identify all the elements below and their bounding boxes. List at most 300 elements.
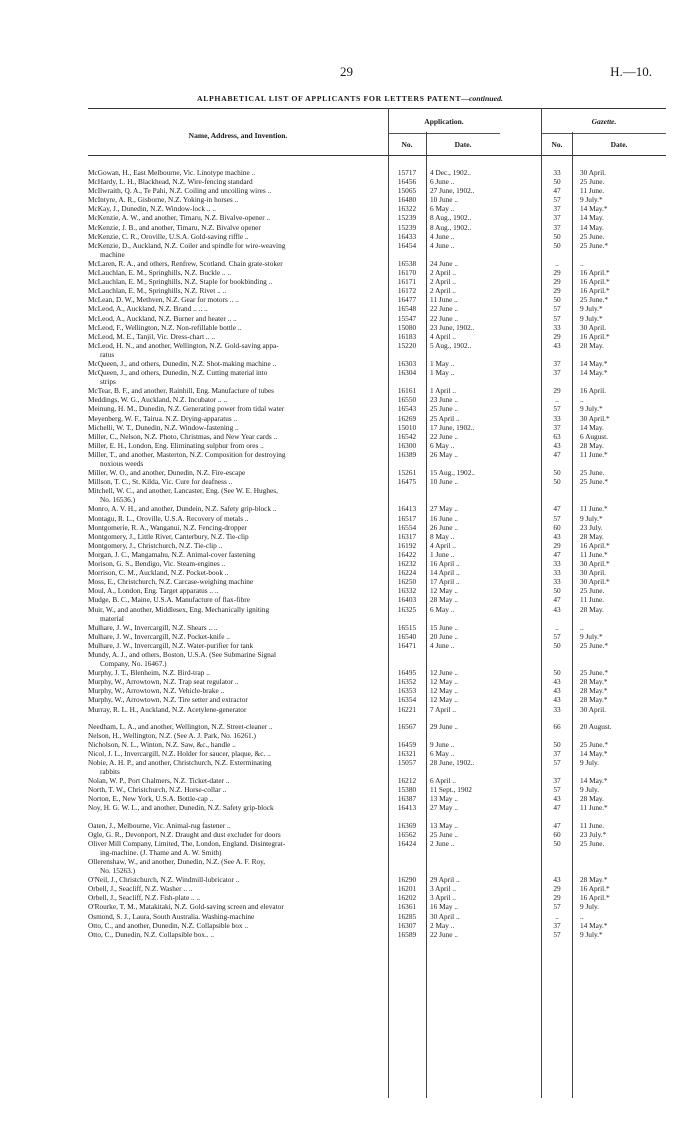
- applicant-text: McKenzie, J. B., and another, Timaru, N.Z. Bivalve opener: [88, 222, 261, 232]
- applicant-entry: [88, 477, 384, 486]
- application-date: 11 June ..: [430, 295, 458, 305]
- gazette-date: 25 June.*: [580, 295, 608, 305]
- application-number: 16161: [397, 386, 417, 396]
- gazette-date: 14 May.: [580, 213, 604, 223]
- applicant-text: Morrison, C. M., Auckland, N.Z. Pocket-book ..: [88, 568, 229, 578]
- application-date: 22 June ..: [430, 313, 458, 323]
- gazette-date: 16 April.*: [580, 540, 610, 550]
- gazette-number: 29: [553, 286, 561, 296]
- application-number: 16413: [397, 803, 417, 813]
- applicant-text: Murray, R. L. H., Auckland, N.Z. Acetylene-generator: [88, 704, 247, 714]
- gazette-date: 23 July.: [580, 522, 603, 532]
- applicant-entry: [88, 821, 384, 830]
- application-date: 27 May ..: [430, 504, 458, 514]
- table-row: [88, 223, 666, 232]
- application-date: 6 May ..: [430, 204, 455, 214]
- section-gap: [88, 813, 666, 821]
- applicant-entry: [88, 930, 384, 939]
- list-title-main: ALPHABETICAL LIST OF APPLICANTS FOR LETTERS PATENT: [197, 94, 462, 103]
- application-number: 16354: [397, 695, 417, 705]
- gazette-date: 25 June.: [580, 177, 605, 187]
- gazette-number: 29: [553, 268, 561, 278]
- applicant-entry: [88, 740, 384, 749]
- applicant-entry: [88, 705, 384, 714]
- applicant-entry: [88, 341, 384, 359]
- applicant-entry: [88, 368, 384, 386]
- table-row: [88, 304, 666, 313]
- applicant-entry: [88, 857, 384, 875]
- applicant-entry: [88, 504, 384, 513]
- application-number: 16515: [397, 622, 417, 632]
- table-row: [88, 468, 666, 477]
- application-date: 15 June ..: [430, 622, 458, 632]
- table-row: [88, 794, 666, 803]
- application-number: 16403: [397, 595, 417, 605]
- applicant-text: Nolan, W. P., Port Chalmers, N.Z. Ticket-dater ..: [88, 776, 230, 786]
- gazette-date: 20 August.: [580, 721, 612, 731]
- application-number: 16221: [397, 704, 417, 714]
- gazette-number: 33: [553, 704, 561, 714]
- applicant-entry: [88, 731, 384, 740]
- applicant-entry: [88, 776, 384, 785]
- application-number: 16285: [397, 911, 417, 921]
- application-number: 16171: [397, 277, 417, 287]
- header-gazette-date: Date.: [610, 140, 628, 149]
- applicant-text-continuation: material: [100, 613, 124, 623]
- applicant-entry: [88, 893, 384, 902]
- applicant-text: Monro, A. V. H., and another, Dundein, N.Z. Safety grip-block ..: [88, 504, 277, 514]
- applicant-entry: [88, 650, 384, 668]
- applicant-text: Miller, E. H., London, Eng. Eliminating sulphur from ores ..: [88, 440, 264, 450]
- header-gazette: Gazette.: [591, 117, 617, 126]
- applicant-entry: [88, 758, 384, 776]
- gazette-number: 66: [553, 721, 561, 731]
- table-row: [88, 677, 666, 686]
- table-row: [88, 605, 666, 623]
- applicant-text: Moul, A., London, Eng. Target apparatus .. ..: [88, 586, 219, 596]
- table-row: [88, 523, 666, 532]
- gazette-number: 60: [553, 522, 561, 532]
- application-number: 16353: [397, 686, 417, 696]
- applicant-text: Miller, T., and another, Masterton, N.Z. Composition for destroying: [88, 449, 286, 459]
- applicant-entry: [88, 186, 384, 195]
- applicant-text: McIntyre, A. R., Gisborne, N.Z. Yoking-in horses ..: [88, 195, 239, 205]
- application-number: 16456: [397, 177, 417, 187]
- table-row: [88, 177, 666, 186]
- applicant-entry: [88, 577, 384, 586]
- table-row: [88, 623, 666, 632]
- application-number: 16290: [397, 875, 417, 885]
- gazette-number: 29: [553, 277, 561, 287]
- table-row: [88, 830, 666, 839]
- applicant-entry: [88, 468, 384, 477]
- gazette-number: 37: [553, 213, 561, 223]
- gazette-date: 9 July.*: [580, 313, 603, 323]
- applicant-text: Meinung, H. M., Dunedin, N.Z. Generating power from tidal water: [88, 404, 285, 414]
- applicant-entry: [88, 523, 384, 532]
- applicant-text: Norton, E., New York, U.S.A. Bottle-cap ..: [88, 794, 214, 804]
- application-number: 16212: [397, 776, 417, 786]
- table-row: [88, 368, 666, 386]
- list-title: [0, 94, 700, 103]
- applicant-text: Nicholson, N. L., Winton, N.Z. Saw, &c., handle ..: [88, 739, 236, 749]
- gazette-date: 11 June.*: [580, 504, 608, 514]
- application-date: 23 June ..: [430, 395, 458, 405]
- table-row: [88, 395, 666, 404]
- gazette-number: 57: [553, 758, 561, 767]
- table-row: [88, 432, 666, 441]
- applicant-entry: [88, 450, 384, 468]
- application-number: 15220: [397, 340, 417, 350]
- gazette-date: 14 May.: [580, 422, 604, 432]
- application-date: 2 April ..: [430, 277, 456, 287]
- applicant-text: Otto, C., and another, Dunedin, N.Z. Collapsible box ..: [88, 920, 249, 930]
- applicant-text: McGowan, H., East Melbourne, Vic. Linotype machine ..: [88, 168, 256, 177]
- applicant-text: Oliver Mill Company, Limited, The, London, England. Disintegrat-: [88, 838, 286, 848]
- table-header: [88, 108, 666, 156]
- gazette-number: 50: [553, 838, 561, 848]
- gazette-date: 9 July.*: [580, 304, 603, 314]
- gazette-number: 29: [553, 331, 561, 341]
- gazette-number: 50: [553, 640, 561, 650]
- application-number: 15717: [397, 168, 417, 177]
- gazette-number: 43: [553, 440, 561, 450]
- gazette-date: 30 April.: [580, 704, 606, 714]
- application-date: 22 June ..: [430, 929, 458, 939]
- applicant-entry: [88, 749, 384, 758]
- application-date: 9 June ..: [430, 739, 455, 749]
- gazette-number: 50: [553, 468, 561, 478]
- gazette-number: 43: [553, 531, 561, 541]
- applicant-entry: [88, 568, 384, 577]
- application-number: 16304: [397, 368, 417, 378]
- table-row: [88, 168, 666, 177]
- applicant-text: Orbell, J., Seacliff, N.Z. Washer .. ..: [88, 884, 193, 894]
- application-date: 13 May ..: [430, 820, 458, 830]
- applicant-text: McLeod, F., Wellington, N.Z. Non-refillable bottle ..: [88, 322, 242, 332]
- applicant-text: Murphy, W., Arrowtown, N.Z. Trap seat regulator ..: [88, 677, 239, 687]
- gazette-date: ..: [580, 622, 584, 632]
- gazette-number: 57: [553, 631, 561, 641]
- application-date: 17 June, 1902..: [430, 422, 475, 432]
- gazette-date: 9 July.*: [580, 404, 603, 414]
- application-date: 25 April ..: [430, 413, 460, 423]
- application-number: 15380: [397, 785, 417, 795]
- application-date: 8 May ..: [430, 531, 455, 541]
- application-number: 16224: [397, 568, 417, 578]
- application-date: 29 April ..: [430, 875, 460, 885]
- application-date: 8 Aug., 1902..: [430, 222, 472, 232]
- table-row: [88, 705, 666, 714]
- gazette-number: ..: [555, 258, 559, 268]
- page-header: [0, 64, 700, 80]
- table-row: [88, 268, 666, 277]
- gazette-number: 47: [553, 820, 561, 830]
- applicant-entry: [88, 595, 384, 604]
- table-row: [88, 314, 666, 323]
- applicant-entry: [88, 414, 384, 423]
- application-number: 15547: [397, 313, 417, 323]
- table-row: [88, 423, 666, 432]
- table-row: [88, 731, 666, 740]
- table-row: [88, 532, 666, 541]
- applicant-text-continuation: Company, No. 16467.): [100, 659, 167, 669]
- table-row: [88, 414, 666, 423]
- application-number: 16424: [397, 838, 417, 848]
- application-number: 15239: [397, 213, 417, 223]
- gazette-date: 14 May.*: [580, 920, 608, 930]
- gazette-number: 37: [553, 776, 561, 786]
- applicants-list: [88, 168, 666, 939]
- applicant-text: Miller, C., Nelson, N.Z. Photo, Christmas, and New Year cards ..: [88, 431, 278, 441]
- application-number: 16332: [397, 586, 417, 596]
- gazette-number: 29: [553, 540, 561, 550]
- applicant-entry: [88, 641, 384, 650]
- applicant-text: Moss, E., Christchurch, N.Z. Carcase-weighing machine: [88, 577, 254, 587]
- gazette-number: 47: [553, 595, 561, 605]
- applicant-entry: [88, 259, 384, 268]
- applicant-entry: [88, 195, 384, 204]
- table-row: [88, 286, 666, 295]
- applicant-text: Nobie, A. H. P., and another, Christchurch, N.Z. Exterminating: [88, 758, 272, 767]
- applicant-text: McLauchlan, E. M., Springhills, N.Z. Staple for bookbinding ..: [88, 277, 273, 287]
- applicant-text: Muir, W., and another, Middlesex, Eng. Mechanically igniting: [88, 604, 270, 614]
- gazette-number: 29: [553, 884, 561, 894]
- application-number: 16387: [397, 794, 417, 804]
- application-number: 16517: [397, 513, 417, 523]
- gazette-number: 57: [553, 304, 561, 314]
- gazette-number: 43: [553, 686, 561, 696]
- application-date: 12 May ..: [430, 686, 458, 696]
- application-date: 27 May ..: [430, 803, 458, 813]
- gazette-number: 37: [553, 358, 561, 368]
- application-date: 25 June ..: [430, 404, 458, 414]
- table-row: [88, 758, 666, 776]
- application-number: 16480: [397, 195, 417, 205]
- gazette-date: ..: [580, 258, 584, 268]
- application-date: 4 April ..: [430, 331, 456, 341]
- gazette-number: 47: [553, 803, 561, 813]
- applicant-text: Morgan, J. C., Mangamahu, N.Z. Animal-cover fastening: [88, 549, 256, 559]
- application-date: 17 April ..: [430, 577, 460, 587]
- applicant-entry: [88, 559, 384, 568]
- gazette-number: 50: [553, 586, 561, 596]
- gazette-date: 30 April.: [580, 322, 606, 332]
- gazette-date: 28 May.*: [580, 695, 608, 705]
- table-row: [88, 875, 666, 884]
- gazette-date: 11 June.: [580, 186, 605, 196]
- application-number: 16567: [397, 721, 417, 731]
- applicant-text: Meyenberg, W. F., Tairua. N.Z. Drying-apparatus ..: [88, 413, 238, 423]
- applicant-entry: [88, 177, 384, 186]
- table-row: [88, 586, 666, 595]
- applicant-entry: [88, 204, 384, 213]
- application-number: 16192: [397, 540, 417, 550]
- applicant-text-continuation: ing-machine. (J. Thame and A. W. Smith): [100, 847, 222, 857]
- applicant-entry: [88, 223, 384, 232]
- applicant-entry: [88, 695, 384, 704]
- gazette-date: ..: [580, 911, 584, 921]
- applicant-text: Murphy, W., Arrowtown, N.Z. Tire setter and extractor: [88, 695, 248, 705]
- gazette-number: 50: [553, 240, 561, 250]
- application-number: 16322: [397, 204, 417, 214]
- gazette-number: 50: [553, 231, 561, 241]
- table-row: [88, 740, 666, 749]
- applicant-entry: [88, 268, 384, 277]
- gazette-number: ..: [555, 622, 559, 632]
- applicant-entry: [88, 532, 384, 541]
- applicant-entry: [88, 395, 384, 404]
- gazette-date: 14 May.*: [580, 368, 608, 378]
- table-row: [88, 749, 666, 758]
- gazette-number: 43: [553, 340, 561, 350]
- application-date: 2 May ..: [430, 920, 455, 930]
- applicant-text: Miller, W. O., and another, Dunedin, N.Z. Fire-escape: [88, 468, 246, 478]
- applicant-text-continuation: rabbits: [100, 767, 120, 777]
- application-date: 6 June ..: [430, 177, 455, 187]
- table-row: [88, 776, 666, 785]
- applicant-text-continuation: No. 15263.): [100, 866, 136, 876]
- applicant-text-continuation: strips: [100, 377, 116, 387]
- applicant-text-continuation: ratus: [100, 349, 115, 359]
- application-date: 3 April ..: [430, 884, 456, 894]
- application-date: 14 April ..: [430, 568, 460, 578]
- table-row: [88, 504, 666, 513]
- gazette-date: 11 June.*: [580, 449, 608, 459]
- applicant-text: Meddings, W. G., Auckland, N.Z. Incubator .. ..: [88, 395, 228, 405]
- table-row: [88, 477, 666, 486]
- table-row: [88, 686, 666, 695]
- application-number: 16477: [397, 295, 417, 305]
- application-number: 15261: [397, 468, 417, 478]
- table-row: [88, 359, 666, 368]
- application-date: 1 June ..: [430, 549, 455, 559]
- application-date: 6 May ..: [430, 440, 455, 450]
- application-date: 16 May ..: [430, 902, 458, 912]
- applicant-entry: [88, 232, 384, 241]
- applicant-entry: [88, 404, 384, 413]
- gazette-number: ..: [555, 395, 559, 405]
- applicant-text: McLeod, A., Auckland, N.Z. Brand .. .. ..: [88, 304, 208, 314]
- applicant-text: McLeod, H. N., and another, Wellington, N.Z. Gold-saving appa-: [88, 340, 279, 350]
- table-row: [88, 641, 666, 650]
- applicant-entry: [88, 902, 384, 911]
- applicant-entry: [88, 432, 384, 441]
- applicant-text: Nicol, J. L., Invercargill, N.Z. Holder for saucer, plaque, &c. ..: [88, 748, 271, 758]
- applicant-text: McKay, J., Dunedin, N.Z. Window-lock .. ..: [88, 204, 216, 214]
- application-number: 16303: [397, 358, 417, 368]
- gazette-date: 14 May.*: [580, 748, 608, 758]
- application-number: 16542: [397, 431, 417, 441]
- gazette-date: 14 May.*: [580, 776, 608, 786]
- applicant-entry: [88, 686, 384, 695]
- gazette-date: 25 June.*: [580, 640, 608, 650]
- applicant-text: Montagu, R. L., Oroville, U.S.A. Recovery of metals ..: [88, 513, 249, 523]
- gazette-number: 57: [553, 313, 561, 323]
- application-date: 16 June ..: [430, 513, 458, 523]
- application-date: 22 June ..: [430, 431, 458, 441]
- application-date: 2 April ..: [430, 268, 456, 278]
- application-date: 6 May ..: [430, 748, 455, 758]
- applicant-entry: [88, 668, 384, 677]
- gazette-number: 47: [553, 504, 561, 514]
- applicant-entry: [88, 785, 384, 794]
- applicant-entry: [88, 241, 384, 259]
- application-number: 16495: [397, 668, 417, 678]
- table-row: [88, 441, 666, 450]
- gazette-number: 60: [553, 829, 561, 839]
- gazette-date: 28 May.: [580, 531, 604, 541]
- applicant-text: Orbell, J., Seacliff, N.Z. Fish-plate .. ..: [88, 893, 201, 903]
- applicant-entry: [88, 277, 384, 286]
- applicant-text: McQueen, J., and others, Dunedin, N.Z. Cutting material into: [88, 368, 268, 378]
- gazette-number: ..: [555, 911, 559, 921]
- applicant-text: Needham, L. A., and another, Wellington, N.Z. Street-cleaner ..: [88, 721, 273, 731]
- gazette-date: 30 April.: [580, 568, 606, 578]
- table-row: [88, 259, 666, 268]
- table-row: [88, 213, 666, 222]
- gazette-date: 16 April.*: [580, 286, 610, 296]
- applicant-text: Otto, C., Dunedin, N.Z. Collapsible box.. ..: [88, 929, 215, 939]
- applicant-text: Osmond, S. J., Laura, South Australia. Washing-machine: [88, 911, 255, 921]
- applicant-text: McKenzie, A. W., and another, Timaru, N.Z. Bivalve-opener ..: [88, 213, 271, 223]
- application-date: 2 April ..: [430, 286, 456, 296]
- application-number: 16562: [397, 829, 417, 839]
- application-date: 8 Aug., 1902..: [430, 213, 472, 223]
- gazette-date: 25 June.: [580, 468, 605, 478]
- table-row: [88, 595, 666, 604]
- applicant-text: McQueen, J., and others, Dunedin, N.Z. Shot-making machine ..: [88, 358, 277, 368]
- applicant-text-continuation: noxious weeds: [100, 459, 144, 468]
- table-row: [88, 839, 666, 857]
- gazette-number: 43: [553, 794, 561, 804]
- application-date: 4 June ..: [430, 240, 455, 250]
- gazette-number: 47: [553, 449, 561, 459]
- application-number: 16317: [397, 531, 417, 541]
- application-date: 29 June ..: [430, 721, 458, 731]
- gazette-number: 43: [553, 604, 561, 614]
- table-row: [88, 568, 666, 577]
- applicant-entry: [88, 359, 384, 368]
- applicant-entry: [88, 586, 384, 595]
- page-number: 29: [340, 64, 353, 79]
- applicant-entry: [88, 386, 384, 395]
- gazette-number: 37: [553, 368, 561, 378]
- applicant-text: Ollerenshaw, W., and another, Dunedin, N.Z. (See A. F. Roy,: [88, 856, 266, 866]
- applicant-text: Mulhare, J. W., Invercargill, N.Z. Water-purifier for tank: [88, 640, 254, 650]
- applicant-entry: [88, 830, 384, 839]
- application-date: 1 April ..: [430, 386, 456, 396]
- section-gap: [88, 714, 666, 722]
- gazette-date: 14 May.*: [580, 204, 608, 214]
- gazette-number: 37: [553, 204, 561, 214]
- table-row: [88, 277, 666, 286]
- gazette-number: 33: [553, 568, 561, 578]
- application-number: 16325: [397, 604, 417, 614]
- gazette-date: 16 April.*: [580, 331, 610, 341]
- header-gazette-rule: [542, 133, 666, 134]
- application-number: 16321: [397, 748, 417, 758]
- gazette-date: 11 June.: [580, 595, 605, 605]
- table-row: [88, 695, 666, 704]
- table-row: [88, 912, 666, 921]
- application-date: 13 May ..: [430, 794, 458, 804]
- table-row: [88, 204, 666, 213]
- application-number: 16433: [397, 231, 417, 241]
- applicant-entry: [88, 486, 384, 504]
- gazette-number: 37: [553, 422, 561, 432]
- applicant-entry: [88, 314, 384, 323]
